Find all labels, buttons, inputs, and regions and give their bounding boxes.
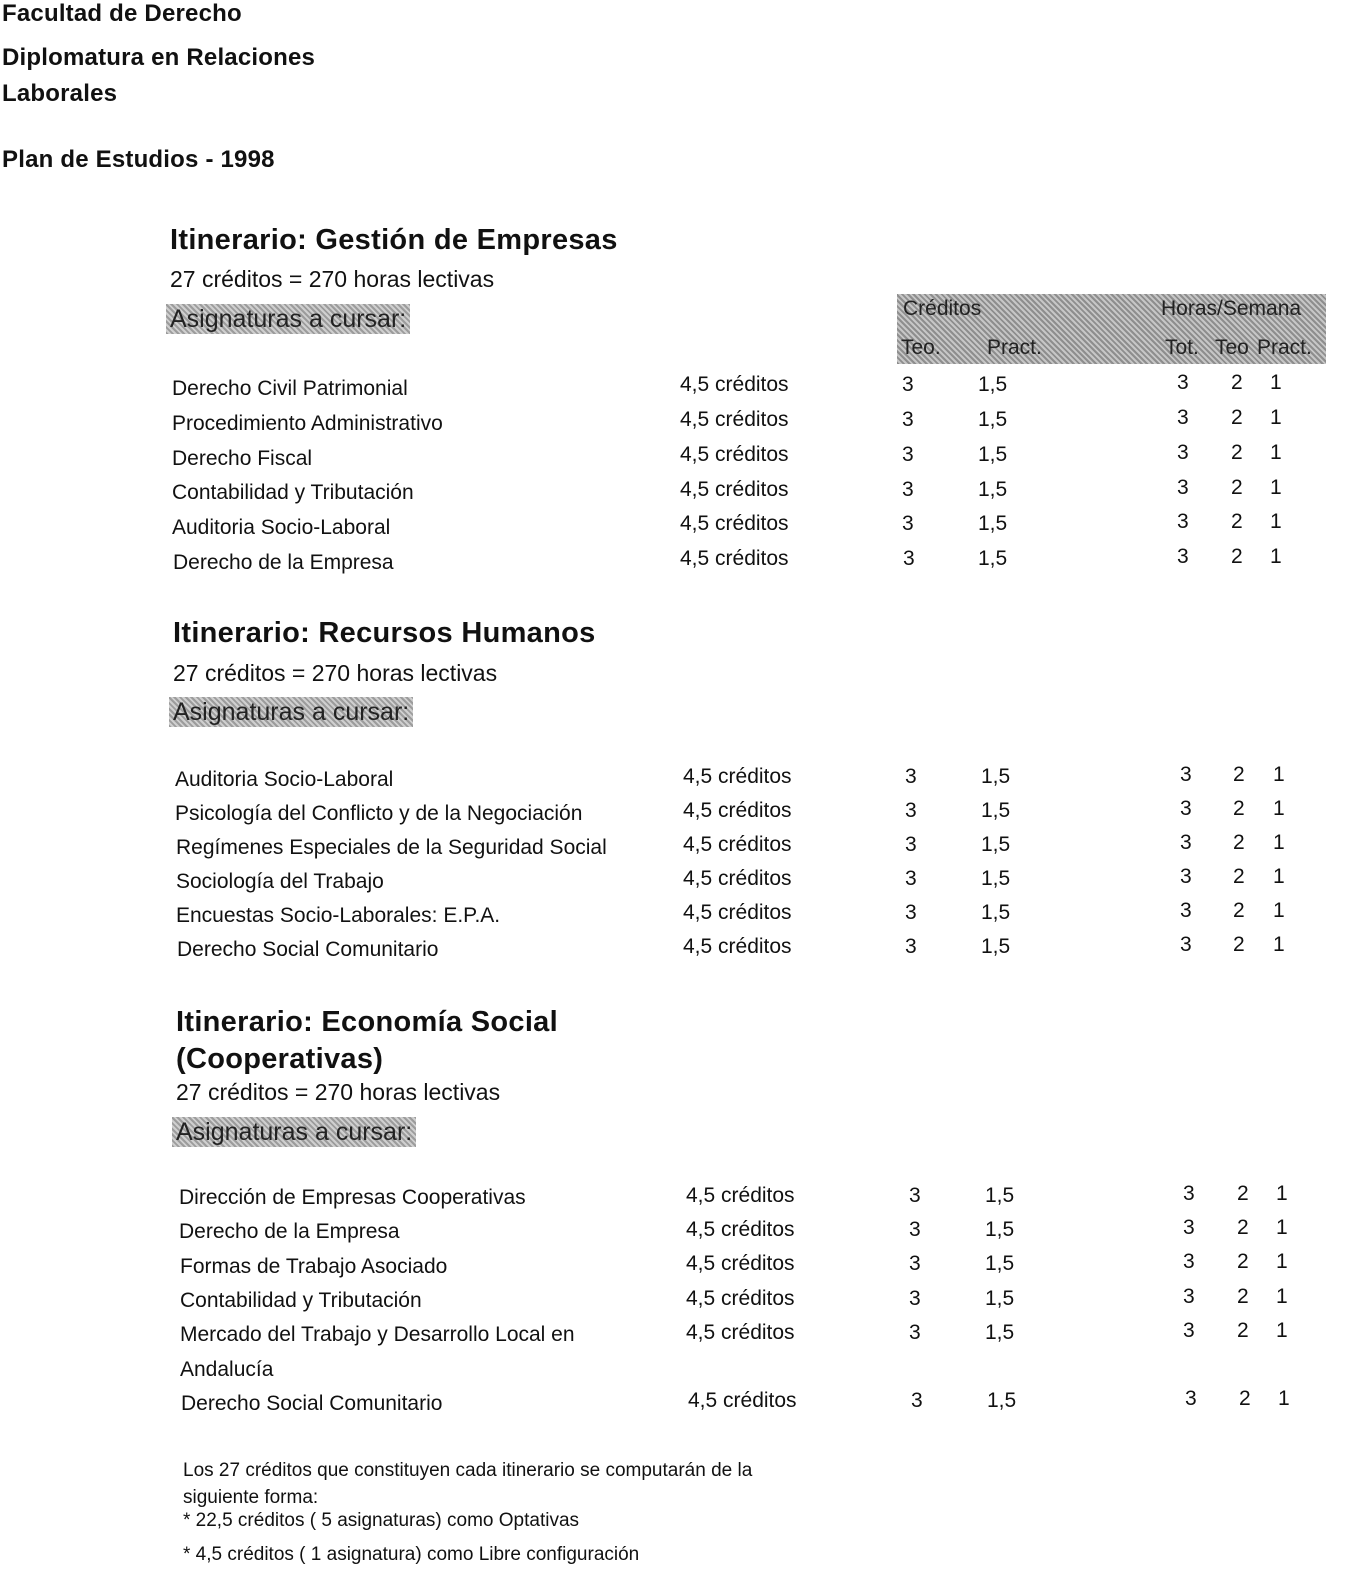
hours-tot: 3 [1180, 899, 1192, 922]
hours-teo: 2 [1237, 1285, 1249, 1308]
credits-teo: 3 [909, 1184, 921, 1207]
subject-name: Psicología del Conflicto y de la Negociación [175, 802, 583, 825]
subject-credits: 4,5 créditos [686, 1218, 795, 1241]
hours-pract: 1 [1273, 899, 1285, 922]
subject-name: Encuestas Socio-Laborales: E.P.A. [176, 904, 501, 927]
hours-tot: 3 [1185, 1387, 1197, 1410]
hours-teo: 2 [1233, 899, 1245, 922]
subject-credits: 4,5 créditos [680, 512, 789, 535]
subject-name: Formas de Trabajo Asociado [180, 1255, 448, 1278]
asignaturas-label: Asignaturas a cursar: [166, 304, 410, 334]
subject-credits: 4,5 créditos [686, 1184, 795, 1207]
credits-teo: 3 [905, 765, 917, 788]
hours-tot: 3 [1180, 763, 1192, 786]
itinerario-title: Itinerario: Gestión de Empresas [170, 224, 618, 256]
subject-credits: 4,5 créditos [683, 799, 792, 822]
asignaturas-label: Asignaturas a cursar: [172, 1117, 416, 1147]
credits-teo: 3 [902, 408, 914, 431]
credits-teo: 3 [902, 478, 914, 501]
hours-pract: 1 [1273, 865, 1285, 888]
subject-name: Derecho Civil Patrimonial [172, 377, 408, 400]
hours-tot: 3 [1183, 1319, 1195, 1342]
teo-hours-header: Teo [1215, 336, 1249, 359]
hours-tot: 3 [1177, 510, 1189, 533]
horas-semana-header: Horas/Semana [1161, 297, 1302, 320]
credits-teo: 3 [909, 1287, 921, 1310]
credits-pract: 1,5 [981, 901, 1011, 924]
hours-tot: 3 [1180, 933, 1192, 956]
hours-teo: 2 [1237, 1182, 1249, 1205]
subject-name: Dirección de Empresas Cooperativas [179, 1186, 526, 1209]
hours-teo: 2 [1231, 545, 1243, 568]
hours-teo: 2 [1239, 1387, 1251, 1410]
credits-pract: 1,5 [985, 1321, 1015, 1344]
hours-tot: 3 [1180, 865, 1192, 888]
credits-pract: 1,5 [987, 1389, 1017, 1412]
subject-credits: 4,5 créditos [680, 408, 789, 431]
hours-pract: 1 [1270, 371, 1282, 394]
hours-pract: 1 [1276, 1182, 1288, 1205]
hours-pract: 1 [1276, 1250, 1288, 1273]
tot-header: Tot. [1165, 336, 1199, 359]
footer-bullet-optativas: * 22,5 créditos ( 5 asignaturas) como Optativas [183, 1510, 580, 1531]
subject-name: Regímenes Especiales de la Seguridad Social [176, 836, 607, 859]
credits-teo: 3 [909, 1218, 921, 1241]
hours-tot: 3 [1183, 1182, 1195, 1205]
credits-pract: 1,5 [978, 478, 1008, 501]
hours-pract: 1 [1273, 763, 1285, 786]
hours-teo: 2 [1237, 1319, 1249, 1342]
subject-name: Auditoria Socio-Laboral [172, 516, 391, 539]
hours-teo: 2 [1233, 797, 1245, 820]
credits-teo: 3 [905, 833, 917, 856]
subject-name: Contabilidad y Tributación [180, 1289, 422, 1312]
subject-credits: 4,5 créditos [683, 833, 792, 856]
credits-pract: 1,5 [978, 512, 1008, 535]
credits-pract: 1,5 [981, 935, 1011, 958]
hours-tot: 3 [1183, 1285, 1195, 1308]
hours-teo: 2 [1237, 1250, 1249, 1273]
faculty-title: Facultad de Derecho [2, 0, 242, 27]
hours-pract: 1 [1273, 797, 1285, 820]
credits-teo: 3 [902, 373, 914, 396]
hours-pract: 1 [1276, 1216, 1288, 1239]
hours-tot: 3 [1180, 797, 1192, 820]
degree-title-line1: Diplomatura en Relaciones [2, 44, 316, 71]
hours-pract: 1 [1276, 1319, 1288, 1342]
hours-pract: 1 [1273, 933, 1285, 956]
credits-teo: 3 [902, 443, 914, 466]
hours-teo: 2 [1231, 441, 1243, 464]
credits-pract: 1,5 [978, 373, 1008, 396]
subject-credits: 4,5 créditos [683, 935, 792, 958]
subject-name: Derecho de la Empresa [173, 551, 394, 574]
credits-teo: 3 [905, 901, 917, 924]
credits-teo: 3 [902, 512, 914, 535]
hours-teo: 2 [1231, 510, 1243, 533]
hours-pract: 1 [1270, 441, 1282, 464]
credits-pract: 1,5 [978, 547, 1008, 570]
subject-name: Derecho Social Comunitario [177, 938, 439, 961]
credits-pract: 1,5 [985, 1252, 1015, 1275]
subject-name: Contabilidad y Tributación [172, 481, 414, 504]
subject-credits: 4,5 créditos [686, 1252, 795, 1275]
credits-pract: 1,5 [981, 867, 1011, 890]
hours-teo: 2 [1233, 933, 1245, 956]
credits-pract: 1,5 [981, 765, 1011, 788]
credits-teo: 3 [909, 1252, 921, 1275]
asignaturas-label: Asignaturas a cursar: [169, 697, 413, 727]
plan-title: Plan de Estudios - 1998 [2, 146, 275, 173]
hours-teo: 2 [1231, 371, 1243, 394]
hours-pract: 1 [1273, 831, 1285, 854]
itinerario-hours: 27 créditos = 270 horas lectivas [170, 266, 495, 292]
footer-line2: siguiente forma: [183, 1487, 319, 1508]
hours-teo: 2 [1237, 1216, 1249, 1239]
subject-credits: 4,5 créditos [680, 443, 789, 466]
degree-title-line2: Laborales [2, 80, 118, 107]
itinerario-hours: 27 créditos = 270 horas lectivas [176, 1079, 501, 1105]
hours-pract: 1 [1270, 406, 1282, 429]
subject-credits: 4,5 créditos [683, 765, 792, 788]
subject-credits: 4,5 créditos [680, 373, 789, 396]
subject-credits: 4,5 créditos [680, 547, 789, 570]
creditos-header: Créditos [903, 297, 982, 320]
credits-pract: 1,5 [978, 443, 1008, 466]
credits-teo: 3 [911, 1389, 923, 1412]
subject-name: Derecho Social Comunitario [181, 1392, 443, 1415]
itinerario-title-line2: (Cooperativas) [176, 1043, 384, 1075]
footer-line1: Los 27 créditos que constituyen cada itinerario se computarán de la [183, 1460, 753, 1481]
subject-credits: 4,5 créditos [686, 1287, 795, 1310]
hours-teo: 2 [1231, 406, 1243, 429]
pract-hours-header: Pract. [1257, 336, 1312, 359]
itinerario-title: Itinerario: Recursos Humanos [173, 617, 596, 649]
hours-tot: 3 [1177, 476, 1189, 499]
hours-tot: 3 [1183, 1250, 1195, 1273]
itinerario-title-line1: Itinerario: Economía Social [176, 1006, 558, 1038]
credits-teo: 3 [905, 935, 917, 958]
credits-pract: 1,5 [981, 833, 1011, 856]
hours-pract: 1 [1270, 510, 1282, 533]
footer-bullet-libre: * 4,5 créditos ( 1 asignatura) como Libre configuración [183, 1544, 640, 1565]
hours-tot: 3 [1177, 441, 1189, 464]
subject-name-line2: Andalucía [180, 1358, 274, 1381]
teo-header: Teo. [901, 336, 941, 359]
credits-pract: 1,5 [985, 1218, 1015, 1241]
subject-name: Procedimiento Administrativo [172, 412, 443, 435]
subject-name: Derecho de la Empresa [179, 1220, 400, 1243]
subject-credits: 4,5 créditos [686, 1321, 795, 1344]
hours-pract: 1 [1270, 476, 1282, 499]
subject-name: Mercado del Trabajo y Desarrollo Local en [180, 1323, 575, 1346]
column-header-block [897, 294, 1326, 364]
hours-tot: 3 [1177, 545, 1189, 568]
hours-tot: 3 [1180, 831, 1192, 854]
subject-credits: 4,5 créditos [680, 478, 789, 501]
credits-pract: 1,5 [978, 408, 1008, 431]
subject-credits: 4,5 créditos [688, 1389, 797, 1412]
subject-credits: 4,5 créditos [683, 901, 792, 924]
hours-tot: 3 [1177, 371, 1189, 394]
hours-tot: 3 [1183, 1216, 1195, 1239]
credits-pract: 1,5 [981, 799, 1011, 822]
credits-pract: 1,5 [985, 1287, 1015, 1310]
subject-credits: 4,5 créditos [683, 867, 792, 890]
hours-teo: 2 [1233, 865, 1245, 888]
hours-teo: 2 [1233, 831, 1245, 854]
credits-teo: 3 [905, 799, 917, 822]
hours-tot: 3 [1177, 406, 1189, 429]
hours-pract: 1 [1270, 545, 1282, 568]
subject-name: Derecho Fiscal [172, 447, 313, 470]
credits-teo: 3 [909, 1321, 921, 1344]
subject-name: Sociología del Trabajo [176, 870, 384, 893]
credits-teo: 3 [903, 547, 915, 570]
hours-teo: 2 [1233, 763, 1245, 786]
hours-pract: 1 [1276, 1285, 1288, 1308]
subject-name: Auditoria Socio-Laboral [175, 768, 394, 791]
itinerario-hours: 27 créditos = 270 horas lectivas [173, 660, 498, 686]
pract-header: Pract. [987, 336, 1042, 359]
credits-teo: 3 [905, 867, 917, 890]
hours-pract: 1 [1278, 1387, 1290, 1410]
credits-pract: 1,5 [985, 1184, 1015, 1207]
hours-teo: 2 [1231, 476, 1243, 499]
